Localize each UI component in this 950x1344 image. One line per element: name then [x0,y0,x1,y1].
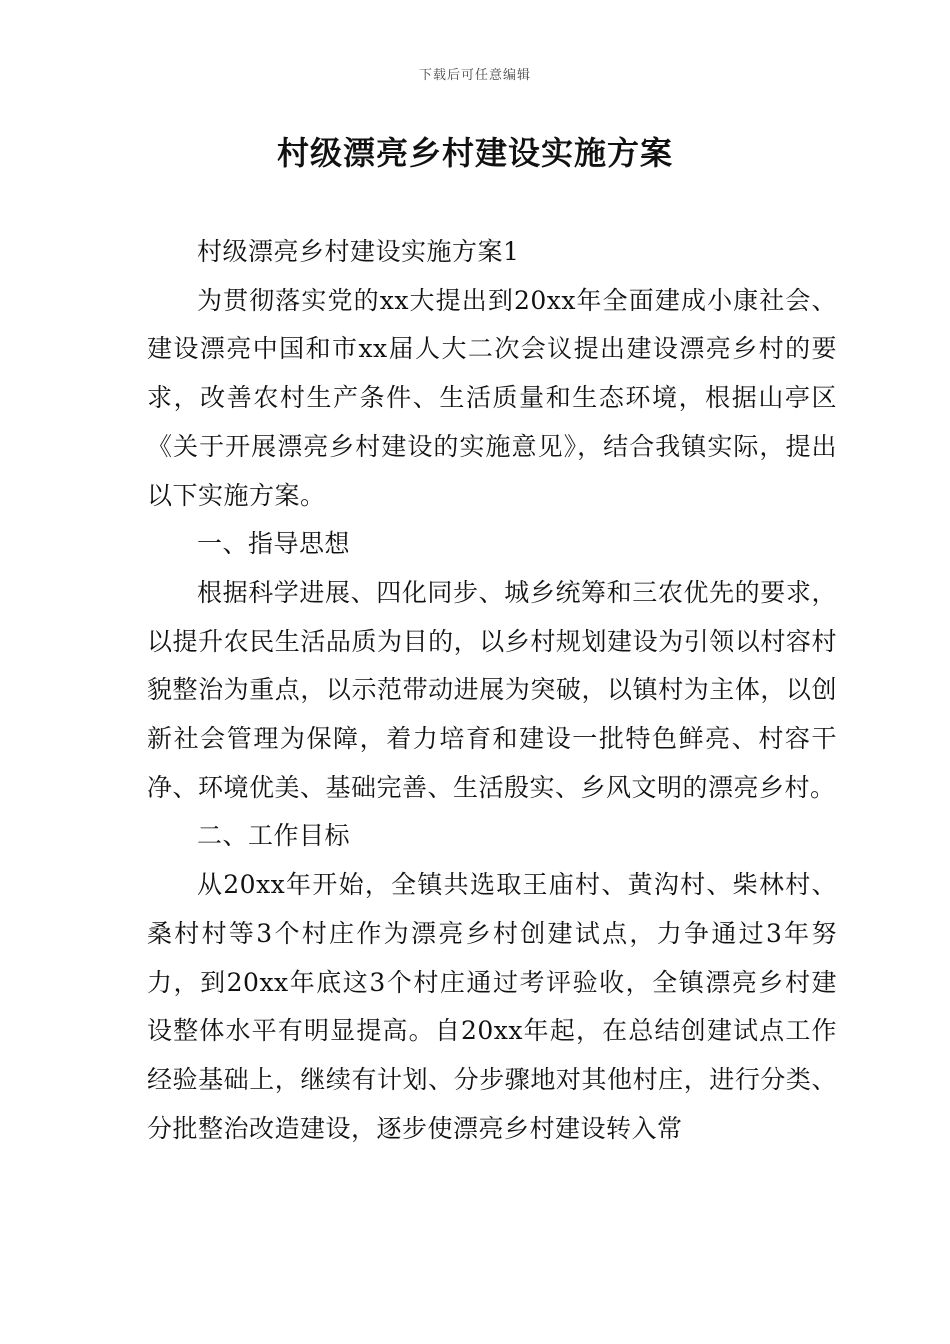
heading-work-goals: 二、工作目标 [197,821,351,851]
header-note: 下载后可任意编辑 [418,68,531,83]
work-goals-paragraph: 从20xx年开始，全镇共选取王庙村、黄沟村、柴林村、桑村村等3个村庄作为漂亮乡村创建试点，力争通过3年努力，到20xx年底这3个村庄通过考评验收，全镇漂亮乡村建设整体水平有明显提高。自20xx年起，在总结创建试点工作经验基础上，继续有计划、分步骤地对其他村庄，进行分类、分批整治改造建设，逐步使漂亮乡村建设转入常 [147,870,837,1143]
heading-guiding-ideology: 一、指导思想 [197,529,351,559]
section-subtitle: 村级漂亮乡村建设实施方案1 [197,237,520,266]
intro-paragraph: 为贯彻落实党的xx大提出到20xx年全面建成小康社会、建设漂亮中国和市xx届人大二次会议提出建设漂亮乡村的要求，改善农村生产条件、生活质量和生态环境，根据山亭区《关于开展漂亮乡村建设的实施意见》，结合我镇实际，提出以下实施方案。 [147,285,837,510]
document-title: 村级漂亮乡村建设实施方案 [276,134,673,172]
guiding-ideology-paragraph: 根据科学进展、四化同步、城乡统筹和三农优先的要求，以提升农民生活品质为目的，以乡村规划建设为引领以村容村貌整治为重点，以示范带动进展为突破，以镇村为主体，以创新社会管理为保障，着力培育和建设一批特色鲜亮、村容干净、环境优美、基础完善、生活殷实、乡风文明的漂亮乡村。 [147,577,837,802]
document-body [147,228,837,1153]
